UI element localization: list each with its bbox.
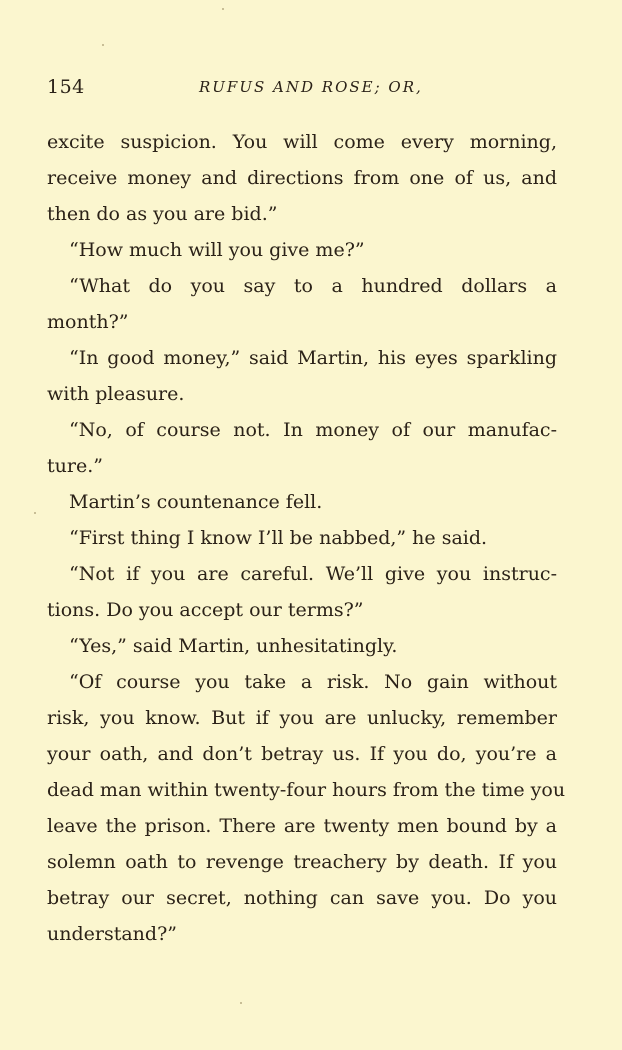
page-number: 154 [47,76,85,98]
text-line: solemn oath to revenge treachery by death. If you [47,851,557,873]
text-line: with pleasure. [47,383,185,405]
text-line: “Not if you are careful. We’ll give you instruc- [69,563,557,585]
text-line: risk, you know. But if you are unlucky, remember [47,707,557,729]
text-line: month?” [47,311,129,333]
page-header [47,76,557,102]
paper-speck [34,512,36,514]
text-line: understand?” [47,923,177,945]
text-line: “What do you say to a hundred dollars a [69,275,557,297]
paper-speck [240,1002,242,1004]
text-line: leave the prison. There are twenty men bound by a [47,815,557,837]
text-line: receive money and directions from one of us, and [47,167,557,189]
text-line: “Of course you take a risk. No gain without [69,671,557,693]
text-line: Martin’s countenance fell. [69,491,323,513]
body-text [47,124,566,952]
text-line: “No, of course not. In money of our manufac- [69,419,557,441]
text-line: “How much will you give me?” [69,239,365,261]
running-head: RUFUS AND ROSE; OR, [199,78,423,96]
text-line: ture.” [47,455,103,477]
text-line: dead man within twenty-four hours from the time you [47,779,566,801]
paper-speck [222,8,224,10]
text-line: “In good money,” said Martin, his eyes sparkling [69,347,557,369]
text-line: tions. Do you accept our terms?” [47,599,364,621]
text-line: excite suspicion. You will come every morning, [47,131,557,153]
text-line: betray our secret, nothing can save you. Do you [47,887,557,909]
text-line: your oath, and don’t betray us. If you do, you’re a [47,743,557,765]
text-line: “Yes,” said Martin, unhesitatingly. [69,635,398,657]
text-line: then do as you are bid.” [47,203,278,225]
text-line: “First thing I know I’ll be nabbed,” he said. [69,527,488,549]
paper-speck [102,44,104,46]
